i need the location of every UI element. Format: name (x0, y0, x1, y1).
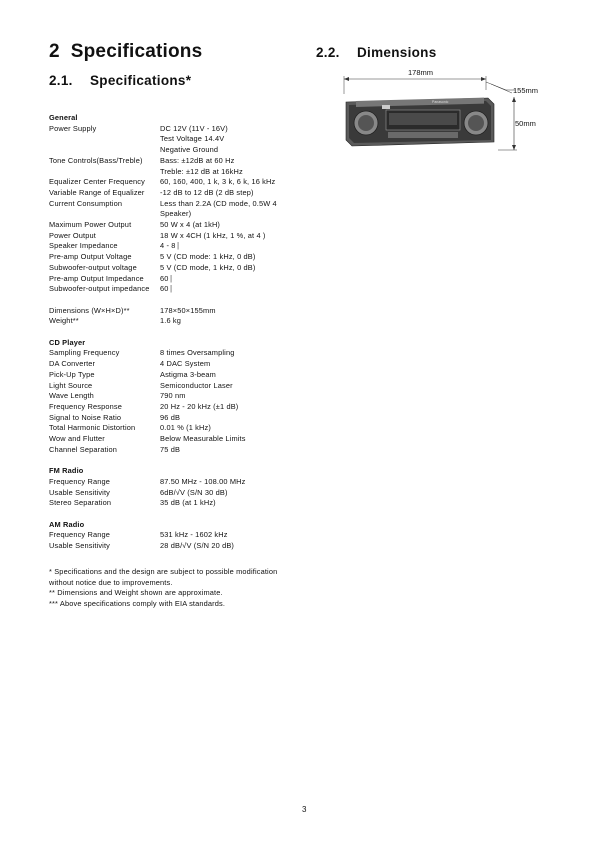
dimensions-figure (316, 62, 546, 162)
spec-value: 18 W x 4CH (1 kHz, 1 %, at 4 ) (160, 230, 266, 240)
depth-dimension-label: 155mm (513, 86, 539, 95)
spec-value: Speaker) (160, 209, 192, 219)
spec-value: Semiconductor Laser (160, 380, 233, 390)
spec-row (49, 295, 299, 306)
spec-row (49, 134, 299, 145)
spec-value: 75 dB (160, 444, 181, 454)
specifications-list (49, 113, 299, 552)
spec-label: Weight** (49, 316, 79, 326)
spec-label: Dimensions (W×H×D)** (49, 305, 130, 315)
spec-label: Pre-amp Output Voltage (49, 252, 132, 262)
section-spacer (49, 455, 299, 466)
spec-label (49, 145, 160, 156)
spec-row (49, 434, 299, 445)
spec-value: 60 ⎸ (160, 273, 179, 283)
spec-label (49, 209, 160, 220)
section-title: Specifications* (90, 73, 192, 88)
spec-value (160, 295, 299, 306)
spec-label: Sampling Frequency (49, 348, 120, 358)
spec-group-title: CD Player (49, 337, 86, 347)
spec-value: Less than 2.2A (CD mode, 0.5W 4 (160, 198, 277, 208)
car-stereo-illustration (316, 62, 546, 162)
spec-label: Total Harmonic Distortion (49, 423, 136, 433)
spec-row (49, 477, 299, 488)
section-heading-specifications (49, 73, 191, 88)
spec-row (49, 423, 299, 434)
section-number: 2.2. (316, 45, 340, 60)
spec-row (49, 263, 299, 274)
spec-row (49, 167, 299, 178)
height-dimension-label: 50mm (515, 119, 536, 128)
spec-row (49, 498, 299, 509)
spec-label: Power Output (49, 230, 96, 240)
spec-label: Variable Range of Equalizer (49, 187, 145, 197)
spec-row (49, 306, 299, 317)
spec-value: 4 DAC System (160, 359, 211, 369)
spec-value: 20 Hz - 20 kHz (±1 dB) (160, 401, 239, 411)
spec-label: Light Source (49, 380, 93, 390)
spec-label: Frequency Response (49, 401, 122, 411)
spec-row (49, 231, 299, 242)
spec-label: Frequency Range (49, 476, 110, 486)
spec-row (49, 391, 299, 402)
spec-value: 6dB/√V (S/N 30 dB) (160, 487, 228, 497)
spec-row (49, 284, 299, 295)
spec-row (49, 348, 299, 359)
spec-value: 178×50×155mm (160, 305, 216, 315)
spec-label: Signal to Noise Ratio (49, 412, 122, 422)
spec-row (49, 359, 299, 370)
spec-value: 8 times Oversampling (160, 348, 235, 358)
spec-label: Channel Separation (49, 444, 118, 454)
chapter-number: 2 (49, 41, 60, 62)
spec-label: Wave Length (49, 391, 94, 401)
spec-row (49, 413, 299, 424)
spec-value: Negative Ground (160, 145, 219, 155)
spec-value: 28 dB/√V (S/N 20 dB) (160, 541, 235, 551)
spec-label (49, 134, 160, 145)
spec-row (49, 381, 299, 392)
spec-label: Equalizer Center Frequency (49, 177, 145, 187)
spec-label: Power Supply (49, 123, 97, 133)
spec-label: Subwoofer-output impedance (49, 284, 150, 294)
spec-label: Pre-amp Output Impedance (49, 273, 144, 283)
spec-value: 5 V (CD mode, 1 kHz, 0 dB) (160, 262, 256, 272)
spec-value: Test Voltage 14.4V (160, 134, 225, 144)
spec-value: 96 dB (160, 412, 181, 422)
spec-row (49, 177, 299, 188)
spec-label (49, 167, 160, 178)
spec-row (49, 252, 299, 263)
footnotes (49, 567, 277, 610)
spec-value: 60 ⎸ (160, 284, 179, 294)
spec-label: Pick-Up Type (49, 369, 95, 379)
spec-row (49, 156, 299, 167)
footnote: without notice due to improvements. (49, 577, 173, 587)
section-title: Dimensions (357, 45, 437, 60)
spec-row (49, 220, 299, 231)
spec-group-title: AM Radio (49, 519, 85, 529)
brand-logo-text: Panasonic (432, 100, 449, 104)
chapter-heading (49, 41, 202, 63)
spec-row (49, 445, 299, 456)
spec-row (49, 209, 299, 220)
spec-value: Bass: ±12dB at 60 Hz (160, 155, 235, 165)
spec-label: Usable Sensitivity (49, 541, 111, 551)
spec-label: Frequency Range (49, 530, 110, 540)
spec-value: Treble: ±12 dB at 16kHz (160, 166, 243, 176)
spec-value: 87.50 MHz - 108.00 MHz (160, 476, 246, 486)
spec-row (49, 241, 299, 252)
section-spacer (49, 509, 299, 520)
footnote: ** Dimensions and Weight shown are approximate. (49, 588, 223, 598)
spec-value: 0.01 % (1 kHz) (160, 423, 211, 433)
spec-label: Subwoofer-output voltage (49, 262, 137, 272)
spec-label: Wow and Flutter (49, 434, 105, 444)
spec-row (49, 199, 299, 210)
spec-group-title: General (49, 113, 78, 122)
spec-label: Speaker Impedance (49, 241, 118, 251)
spec-value: DC 12V (11V - 16V) (160, 123, 228, 133)
spec-row (49, 188, 299, 199)
spec-value: 35 dB (at 1 kHz) (160, 498, 216, 508)
spec-value: 5 V (CD mode: 1 kHz, 0 dB) (160, 252, 256, 262)
footnote: *** Above specifications comply with EIA standards. (49, 599, 226, 609)
spec-value: 531 kHz - 1602 kHz (160, 530, 228, 540)
spec-row (49, 145, 299, 156)
spec-value: 1.6 kg (160, 316, 182, 326)
spec-value: 50 W x 4 (at 1kH) (160, 220, 221, 230)
spec-label: DA Converter (49, 359, 96, 369)
spec-label: Tone Controls(Bass/Treble) (49, 155, 143, 165)
spec-row (49, 316, 299, 327)
spec-row (49, 402, 299, 413)
spec-value: Below Measurable Limits (160, 434, 246, 444)
width-dimension-label: 178mm (408, 68, 434, 77)
spec-group-title: FM Radio (49, 466, 84, 476)
section-heading-dimensions (316, 45, 437, 60)
spec-label: Usable Sensitivity (49, 487, 111, 497)
page-number: 3 (302, 805, 307, 814)
spec-value: 790 nm (160, 391, 186, 401)
spec-row (49, 530, 299, 541)
spec-row (49, 124, 299, 135)
spec-value: Astigma 3-beam (160, 369, 216, 379)
spec-row (49, 488, 299, 499)
section-spacer (49, 327, 299, 338)
spec-row (49, 274, 299, 285)
footnote: * Specifications and the design are subject to possible modification (49, 567, 278, 576)
spec-value: 4 - 8 ⎸ (160, 241, 186, 251)
spec-value: 60, 160, 400, 1 k, 3 k, 6 k, 16 kHz (160, 177, 276, 187)
spec-label (49, 295, 160, 306)
spec-label: Maximum Power Output (49, 220, 132, 230)
spec-label: Current Consumption (49, 198, 123, 208)
spec-row (49, 370, 299, 381)
section-number: 2.1. (49, 73, 73, 88)
spec-value: -12 dB to 12 dB (2 dB step) (160, 187, 254, 197)
chapter-title: Specifications (70, 41, 203, 62)
spec-label: Stereo Separation (49, 498, 112, 508)
spec-row (49, 541, 299, 552)
